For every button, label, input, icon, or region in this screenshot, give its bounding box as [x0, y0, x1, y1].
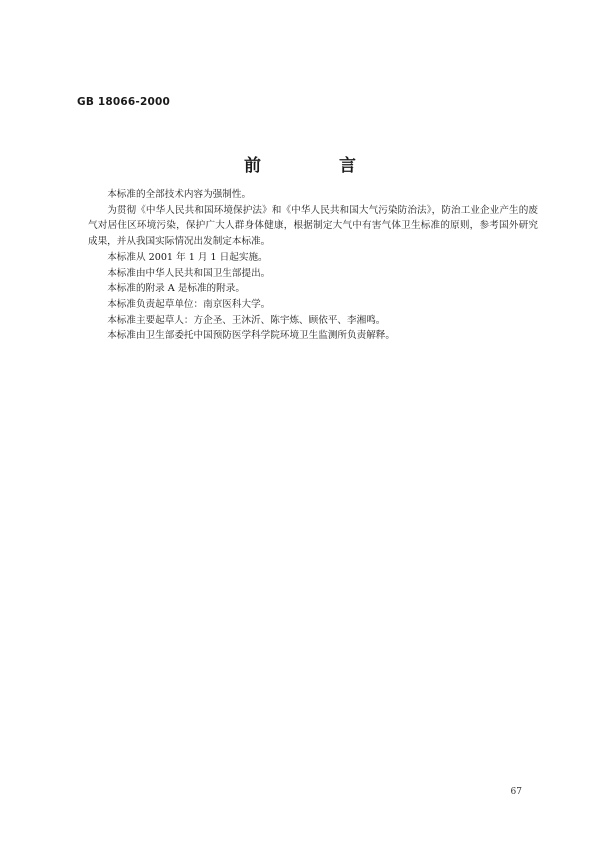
paragraph: 本标准由中华人民共和国卫生部提出。: [107, 267, 271, 279]
paragraph: 本标准的全部技术内容为强制性。: [107, 189, 252, 200]
paragraph: 为贯彻《中华人民共和国环境保护法》和《中华人民共和国大气污染防治法》，防治工业企业产生的废气对居住区环境污染，保护广大人群身体健康，根据制定大气中有害气体卫生标准的原则，参考国外研究成果，并从我国实际情况出发制定本标准。: [88, 204, 538, 248]
paragraph: 本标准从 2001 年 1 月 1 日起实施。: [107, 251, 268, 263]
page-title: 前 言: [244, 156, 392, 176]
standard-code: GB 18066-2000: [77, 96, 170, 108]
page-number: 67: [510, 787, 522, 797]
foreword-body: [88, 187, 538, 344]
paragraph: 本标准由卫生部委托中国预防医学科学院环境卫生监测所负责解释。: [107, 330, 395, 342]
paragraph: 本标准的附录 A 是标准的附录。: [107, 283, 245, 295]
paragraph: 本标准负责起草单位：南京医科大学。: [107, 298, 271, 310]
paragraph: 本标准主要起草人：方企圣、王沐沂、陈宇炼、顾依平、李湘鸣。: [107, 314, 386, 326]
